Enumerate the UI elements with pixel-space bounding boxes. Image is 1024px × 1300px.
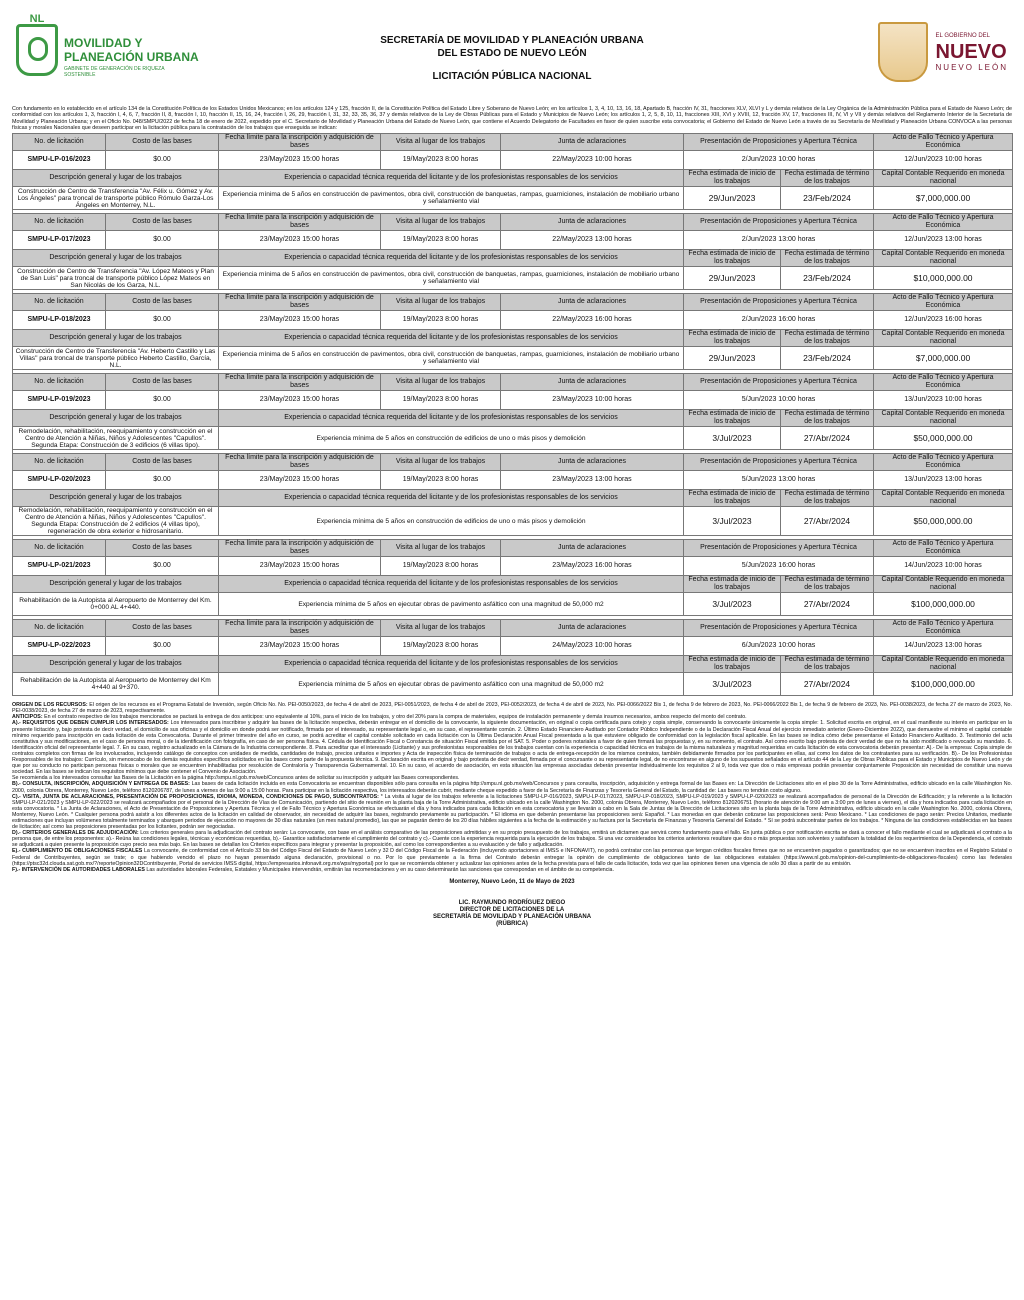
licitacion-number: SMPU-LP-019/2023: [13, 391, 106, 410]
visita: 19/May/2023 8:00 horas: [381, 637, 501, 656]
descripcion: Rehabilitación de la Autopista al Aeropuerto de Monterrey del Km 4+440 al 9+370.: [13, 673, 219, 696]
header-fecha-limite: Fecha límite para la inscripción y adquisición de bases: [219, 620, 381, 637]
header-presentacion: Presentación de Proposiciones y Apertura Técnica: [684, 214, 874, 231]
header-fallo: Acto de Fallo Técnico y Apertura Económica: [874, 374, 1013, 391]
header-junta: Junta de aclaraciones: [501, 540, 684, 557]
licitacion-number: SMPU-LP-016/2023: [13, 151, 106, 170]
fecha-termino: 23/Feb/2024: [781, 267, 874, 290]
licitaciones-table: [12, 133, 1013, 696]
logo-subtitle: GABINETE DE GENERACIÓN DE RIQUEZA SOSTENIBLE: [64, 66, 165, 78]
sign-role1: DIRECTOR DE LICITACIONES DE LA: [459, 906, 565, 913]
experiencia: Experiencia mínima de 5 años en construcción de pavimentos, obra civil, construcción de banquetas, rampas, guarniciones, instalación de mobiliario urbano y señalamiento vial: [219, 187, 684, 210]
header-termino: Fecha estimada de término de los trabajos: [781, 410, 874, 427]
header-fecha-limite: Fecha límite para la inscripción y adquisición de bases: [219, 134, 381, 151]
header-fallo: Acto de Fallo Técnico y Apertura Económica: [874, 454, 1013, 471]
conditions-text: [12, 702, 1012, 873]
costo-bases: $0.00: [106, 471, 219, 490]
table-row: [13, 187, 1013, 210]
header-visita: Visita al lugar de los trabajos: [381, 540, 501, 557]
gov-line2: NUEVO: [935, 41, 1007, 63]
licitacion-number: SMPU-LP-021/2023: [13, 557, 106, 576]
visita: 19/May/2023 8:00 horas: [381, 391, 501, 410]
presentacion: 5/Jun/2023 10:00 horas: [684, 391, 874, 410]
conditions-paragraph: [12, 848, 1012, 866]
header-fallo: Acto de Fallo Técnico y Apertura Económica: [874, 620, 1013, 637]
header-descripcion: Descripción general y lugar de los trabajos: [13, 576, 219, 593]
fallo: 12/Jun/2023 13:00 horas: [874, 231, 1013, 250]
table-row: [13, 673, 1013, 696]
visita: 19/May/2023 8:00 horas: [381, 311, 501, 330]
intro-paragraph: Con fundamento en lo establecido en el artículo 134 de la Constitución Política de los Estados Unidos Mexicanos; en los artículos 124 y 125, fracción II, de la Constitución Política del Estado Libre y Soberano de Nuevo León; en los artículos 1, 3, 4, 10, 13, 16, 18, Apartado B, fracción IV, 31, fracciones XLV, XLVI y L y demás relativos de la Ley Orgánica de la Administración Pública para el Estado de Nuevo León; de conformidad con los artículos 1, 3, fracción I, 4, 6, 7, fracción II, 8, fracción I, 10, fracción II, 15, 16, 24, fracción I, 26, 29, fracción I, 31, 32, 33, 35, 36, 37 y demás relativos de la Ley de Obras Públicas para el Estado y Municipios de Nuevo León; los artículos 1, 2, 5, 8, 10, 11, fracciones XIII, XVI y XVIII, 12, fracción XV, 17, fracciones III, IV, VI y VII y demás relativos del Reglamento Interior de la Secretaría de Movilidad y Planeación Urbana; y en el Oficio No. 048/SMPU/2022 de fecha 18 de enero de 2022, expedido por el C. Secretario de Movilidad y Planeación Urbana del Estado de Nuevo León, que contiene el Acuerdo Delegatorio de Facultades en favor de quien suscribe esta convocatoria; el Gobierno del Estado de Nuevo León a través de su Secretaría de Movilidad y Planeación Urbana CONVOCA a las personas físicas y morales Nacionales que deseen participar en la licitación pública para la contratación de los trabajos que enseguida se indican:: [12, 106, 1012, 131]
table-row: [13, 637, 1013, 656]
header-presentacion: Presentación de Proposiciones y Apertura Técnica: [684, 454, 874, 471]
fecha-termino: 27/Abr/2024: [781, 507, 874, 536]
junta-aclaraciones: 24/May/2023 10:00 horas: [501, 637, 684, 656]
header-experiencia: Experiencia o capacidad técnica requerida del licitante y de los profesionistas responsables de los servicios: [219, 576, 684, 593]
fecha-termino: 23/Feb/2024: [781, 347, 874, 370]
licitacion-number: SMPU-LP-022/2023: [13, 637, 106, 656]
header-visita: Visita al lugar de los trabajos: [381, 134, 501, 151]
signature-block: [12, 879, 1012, 928]
section-text: Los interesados para inscribirse y adquirir las bases de la licitación respectiva, deberán entregar en el domicilio de la convocante, la siguiente documentación, en original o copia certificada para cotejo y copia simple, conservando la convocante únicamente la copia simple: 1. Solicitud escrita en original, en el cual manifieste su interés en participar en la presente licitación y, bajo protesta de decir verdad, el domicilio de sus oficinas y el domicilio en donde podrá ser notificado, firmada por el interesado, su representante legal o, en su caso, el representante común. 2. Último Estado Financiero Auditado por Contador Público Independiente o de la Declaración Fiscal Anual del ejercicio inmediato anterior (Enero-Diciembre 2022), que demuestre el mínimo el capital contable mínimo requerido para inscripción en cada licitación de esta Convocatoria. Durante el primer trimestre del año en curso, se podrá acreditar el capital contable solicitado en cada licitación con la Última Declaración Anual Fiscal presentada a la que estuviere obligado de conformidad con la legislación fiscal aplicable. En las bases se indica cómo debe presentarse el Estado Financiero Auditado. 3. Testimonio del acta constitutiva y sus modificaciones, en el caso de persona moral, o de la identificación con fotografía, en caso de ser persona física. 4. Cédula de Identificación Fiscal o Constancia de situación Fiscal emitida por el SAT. 5. Poder o poderes notariales a favor de quien firmará las propuestas y, en su momento, el contrato. Así como escrito bajo protesta de decir verdad de que no ha sido modificado o revocado su mandato. 6. Identificación oficial del representante legal. 7. En su caso, registro actualizado en la Cámara de la Industria correspondiente. 8. Para acreditar que el interesado (Licitante) y sus profesionistas responsables de los trabajos cuentan con la experiencia o capacidad técnica en trabajos de la misma naturaleza y magnitud requeridas en cada licitación de esta convocatoria deberán presentar: A).- De la empresa: Copia simple de contratos completos con firmas de los involucrados, incluyendo catálogo de conceptos con unidades de medida, cantidades de trabajo, precios unitarios e importes y Acta de inspección física de terminación de trabajos o acta de entrega-recepción de los mismos contratos, también debidamente firmados por los participantes en ellas, así como los datos de los contratantes para su verificación. B).- De los Profesionistas Responsables de los trabajos: Currículo, sin menoscabo de los demás requisitos específicos solicitados en las bases como parte de la propuesta técnica. 9. Declaración escrita en original y bajo protesta de decir verdad, firmada por el concursante o su representante legal, de no encontrarse en alguno de los supuestos señalados en el artículo 44 de la Ley de Obras Públicas para el Estado y Municipios de Nuevo León y de que por su conducto no participan personas físicas o morales que se encuentren inhabilitadas por resolución de Contraloría y Transparencia Gubernamental. 10. En su caso, el acuerdo de asociación, en esta situación las empresas asociadas deberán presentar individualmente los requisitos 2 al 9, toda vez que dos o más empresas podrán presentar conjuntamente Proposición sin necesidad de constituir una nueva sociedad. En las bases se indican los requisitos mínimos que debe contener el Convenio de Asociación.: [12, 720, 1012, 776]
header-presentacion: Presentación de Proposiciones y Apertura Técnica: [684, 134, 874, 151]
costo-bases: $0.00: [106, 557, 219, 576]
visita: 19/May/2023 8:00 horas: [381, 557, 501, 576]
header-termino: Fecha estimada de término de los trabajos: [781, 656, 874, 673]
capital-contable: $10,000,000.00: [874, 267, 1013, 290]
gobierno-logo: [878, 22, 1008, 82]
header-fecha-limite: Fecha límite para la inscripción y adquisición de bases: [219, 374, 381, 391]
header-descripcion: Descripción general y lugar de los trabajos: [13, 410, 219, 427]
table-row: [13, 471, 1013, 490]
header-costo: Costo de las bases: [106, 540, 219, 557]
junta-aclaraciones: 23/May/2023 10:00 horas: [501, 391, 684, 410]
table-row: [13, 593, 1013, 616]
fecha-inicio: 3/Jul/2023: [684, 507, 781, 536]
descripcion: Remodelación, rehabilitación, reequipamiento y construcción en el Centro de Atención a Niñas, Niños y Adolescentes "Capullos". Segunda Etapa: Construcción de 3 edificios (6 villas tipo).: [13, 427, 219, 450]
capital-contable: $7,000,000.00: [874, 347, 1013, 370]
table-row: [13, 620, 1013, 637]
header-descripcion: Descripción general y lugar de los trabajos: [13, 656, 219, 673]
fecha-termino: 27/Abr/2024: [781, 593, 874, 616]
section-text: Las autoridades laborales Federales, Estatales y Municipales intervendrán, emitirán las recomendaciones y en su caso determinarán las sanciones que correspondan en el ámbito de su competencia.: [146, 866, 614, 873]
header-descripcion: Descripción general y lugar de los trabajos: [13, 490, 219, 507]
section-heading: ORIGEN DE LOS RECURSOS:: [12, 702, 88, 709]
header-presentacion: Presentación de Proposiciones y Apertura Técnica: [684, 540, 874, 557]
table-row: [13, 151, 1013, 170]
header-descripcion: Descripción general y lugar de los trabajos: [13, 250, 219, 267]
section-heading: B).- CONSULTA, INSCRIPCIÓN, ADQUISICIÓN Y ENTREGA DE BASES:: [12, 781, 190, 788]
fecha-termino: 27/Abr/2024: [781, 427, 874, 450]
junta-aclaraciones: 23/May/2023 16:00 horas: [501, 557, 684, 576]
fallo: 12/Jun/2023 10:00 horas: [874, 151, 1013, 170]
table-row: [13, 410, 1013, 427]
header-descripcion: Descripción general y lugar de los trabajos: [13, 330, 219, 347]
presentacion: 6/Jun/2023 10:00 horas: [684, 637, 874, 656]
fecha-termino: 27/Abr/2024: [781, 673, 874, 696]
experiencia: Experiencia mínima de 5 años en ejecutar obras de pavimento asfáltico con una magnitud de 50,000 m2: [219, 593, 684, 616]
header-capital: Capital Contable Requerido en moneda nacional: [874, 576, 1013, 593]
header-experiencia: Experiencia o capacidad técnica requerida del licitante y de los profesionistas responsables de los servicios: [219, 656, 684, 673]
header-capital: Capital Contable Requerido en moneda nacional: [874, 410, 1013, 427]
header-fecha-limite: Fecha límite para la inscripción y adquisición de bases: [219, 454, 381, 471]
fecha-limite: 23/May/2023 15:00 horas: [219, 231, 381, 250]
table-row: [13, 507, 1013, 536]
fecha-inicio: 3/Jul/2023: [684, 427, 781, 450]
experiencia: Experiencia mínima de 5 años en construcción de edificios de uno o más pisos y demolición: [219, 507, 684, 536]
presentacion: 5/Jun/2023 16:00 horas: [684, 557, 874, 576]
header-experiencia: Experiencia o capacidad técnica requerida del licitante y de los profesionistas responsables de los servicios: [219, 250, 684, 267]
conditions-paragraph: [12, 830, 1012, 848]
table-row: [13, 347, 1013, 370]
descripcion: Construcción de Centro de Transferencia "Av. Félix u. Gómez y Av. Los Ángeles" para troncal de transporte público Rómulo Garza-Los Ángeles en Monterrey, N.L.: [13, 187, 219, 210]
header-junta: Junta de aclaraciones: [501, 214, 684, 231]
fecha-limite: 23/May/2023 15:00 horas: [219, 391, 381, 410]
fallo: 13/Jun/2023 10:00 horas: [874, 391, 1013, 410]
fallo: 13/Jun/2023 13:00 horas: [874, 471, 1013, 490]
visita: 19/May/2023 8:00 horas: [381, 151, 501, 170]
header-fecha-limite: Fecha límite para la inscripción y adquisición de bases: [219, 540, 381, 557]
header-fecha-limite: Fecha límite para la inscripción y adquisición de bases: [219, 214, 381, 231]
junta-aclaraciones: 22/May/2023 13:00 horas: [501, 231, 684, 250]
header-experiencia: Experiencia o capacidad técnica requerida del licitante y de los profesionistas responsables de los servicios: [219, 170, 684, 187]
section-heading: D).- CRITERIOS GENERALES DE ADJUDICACIÓN:: [12, 830, 139, 837]
header-inicio: Fecha estimada de inicio de los trabajos: [684, 410, 781, 427]
section-heading: A).- REQUISITOS QUE DEBEN CUMPLIR LOS INTERESADOS:: [12, 720, 169, 727]
header-capital: Capital Contable Requerido en moneda nacional: [874, 656, 1013, 673]
header-visita: Visita al lugar de los trabajos: [381, 374, 501, 391]
descripcion: Construcción de Centro de Transferencia "Av. Heberto Castillo y Las Villas" para troncal de transporte público Heberto Castillo, García, N.L.: [13, 347, 219, 370]
section-heading: F).- INTERVENCIÓN DE AUTORIDADES LABORALES: [12, 866, 145, 873]
junta-aclaraciones: 23/May/2023 13:00 horas: [501, 471, 684, 490]
header: [12, 18, 1012, 100]
gov-line1: EL GOBIERNO DEL: [935, 33, 990, 39]
header-visita: Visita al lugar de los trabajos: [381, 620, 501, 637]
header-no: No. de licitación: [13, 294, 106, 311]
fecha-limite: 23/May/2023 15:00 horas: [219, 637, 381, 656]
header-costo: Costo de las bases: [106, 134, 219, 151]
descripcion: Rehabilitación de la Autopista al Aeropuerto de Monterrey del Km. 0+000 AL 4+440.: [13, 593, 219, 616]
table-row: [13, 170, 1013, 187]
header-inicio: Fecha estimada de inicio de los trabajos: [684, 576, 781, 593]
table-row: [13, 294, 1013, 311]
capital-contable: $7,000,000.00: [874, 187, 1013, 210]
table-row: [13, 427, 1013, 450]
visita: 19/May/2023 8:00 horas: [381, 471, 501, 490]
fecha-inicio: 29/Jun/2023: [684, 347, 781, 370]
sign-date: Monterrey, Nuevo León, 11 de Mayo de 2023: [449, 878, 575, 885]
costo-bases: $0.00: [106, 151, 219, 170]
header-fallo: Acto de Fallo Técnico y Apertura Económica: [874, 540, 1013, 557]
section-heading: E).- CUMPLIMIENTO DE OBLIGACIONES FISCALES: [12, 848, 143, 855]
header-costo: Costo de las bases: [106, 214, 219, 231]
header-no: No. de licitación: [13, 540, 106, 557]
table-row: [13, 250, 1013, 267]
header-costo: Costo de las bases: [106, 294, 219, 311]
header-no: No. de licitación: [13, 134, 106, 151]
section-text: La convocante, de conformidad con el Artículo 33 bis del Código Fiscal del Estado de Nuevo León y 32 D del Código Fiscal de la Federación (incluyendo aportaciones al IMSS e INFONAVIT), no podrá contratar con las personas que tengan créditos fiscales firmes que no se encuentren pagados o garantizados; que no se encuentren inscritos en el Registro Estatal o Federal de Contribuyentes, según se trate; o que habiendo vencido el plazo no hayan presentado alguna declaración, provisional o no. Por lo que previamente a la firma del Contrato deberán entregar la opinión de cumplimiento de obligaciones tanto de las obligaciones estatales (https://www.nl.gob.mx/opinion-del-cumplimiento-de-obligaciones-fiscales) como las federales (https://ptsc32d.clouda.sat.gob.mx/?/reporteOpinion32DContribuyente, Portal de servicios IMSS digital, https://empresarios.infonavit.org.mx/wps/myportal) por lo que se recomienda obtener y actualizar las opiniones antes de la fecha prevista para el fallo de cada licitación, toda vez que las opiniones tienen una vigencia de sólo 30 días a partir de su emisión.: [12, 848, 1012, 867]
fecha-limite: 23/May/2023 15:00 horas: [219, 557, 381, 576]
presentacion: 2/Jun/2023 13:00 horas: [684, 231, 874, 250]
capital-contable: $100,000,000.00: [874, 673, 1013, 696]
title-licitacion: LICITACIÓN PÚBLICA NACIONAL: [432, 71, 592, 82]
coat-of-arms-icon: [878, 22, 928, 82]
fecha-inicio: 3/Jul/2023: [684, 593, 781, 616]
table-row: [13, 134, 1013, 151]
gov-line3: NUEVO LEÓN: [935, 63, 1008, 72]
table-row: [13, 214, 1013, 231]
header-visita: Visita al lugar de los trabajos: [381, 214, 501, 231]
junta-aclaraciones: 22/May/2023 16:00 horas: [501, 311, 684, 330]
costo-bases: $0.00: [106, 311, 219, 330]
capital-contable: $100,000,000.00: [874, 593, 1013, 616]
header-inicio: Fecha estimada de inicio de los trabajos: [684, 170, 781, 187]
title-estado: DEL ESTADO DE NUEVO LEÓN: [437, 48, 587, 59]
header-no: No. de licitación: [13, 374, 106, 391]
header-termino: Fecha estimada de término de los trabajos: [781, 490, 874, 507]
junta-aclaraciones: 22/May/2023 10:00 horas: [501, 151, 684, 170]
licitacion-number: SMPU-LP-017/2023: [13, 231, 106, 250]
presentacion: 2/Jun/2023 10:00 horas: [684, 151, 874, 170]
fecha-inicio: 29/Jun/2023: [684, 267, 781, 290]
table-row: [13, 391, 1013, 410]
fecha-limite: 23/May/2023 15:00 horas: [219, 471, 381, 490]
fecha-limite: 23/May/2023 15:00 horas: [219, 311, 381, 330]
table-row: [13, 490, 1013, 507]
fallo: 12/Jun/2023 16:00 horas: [874, 311, 1013, 330]
fecha-inicio: 29/Jun/2023: [684, 187, 781, 210]
header-fallo: Acto de Fallo Técnico y Apertura Económica: [874, 134, 1013, 151]
table-row: [13, 557, 1013, 576]
experiencia: Experiencia mínima de 5 años en construcción de edificios de uno o más pisos y demolición: [219, 427, 684, 450]
descripcion: Remodelación, rehabilitación, reequipamiento y construcción en el Centro de Atención a Niñas, Niños y Adolescentes "Capullos". Segunda Etapa: Construcción de 2 edificios (4 villas tipo), regeneración de obra exterior e hidrosanitario.: [13, 507, 219, 536]
section-heading: C).- VISITA, JUNTA DE ACLARACIONES, PRESENTACIÓN DE PROPOSICIONES, IDIOMA, MONEDA, CONDICIONES DE PAGO, SUBCONTRATOS:: [12, 793, 379, 800]
header-inicio: Fecha estimada de inicio de los trabajos: [684, 250, 781, 267]
conditions-paragraph: [12, 794, 1012, 831]
experiencia: Experiencia mínima de 5 años en construcción de pavimentos, obra civil, construcción de banquetas, rampas, guarniciones, instalación de mobiliario urbano y señalamiento vial: [219, 267, 684, 290]
section-text: Los criterios generales para la adjudicación del contrato serán: La convocante, con base en el análisis comparativo de las proposiciones admitidas y en su propio presupuesto de los trabajos, emitirá un dictamen que servirá como fundamento para el fallo. En junta pública o por notificación escrita se dará a conocer el fallo mediante el cual se adjudicará el contrato a la persona que, de entre los proponentes: a).- Reúna las condiciones legales, técnicas y económicas requeridas, b).- Garantice satisfactoriamente el cumplimiento del contrato y c).- Cuente con la experiencia requerida para la ejecución de los trabajos. Si una vez considerados los criterios anteriores resultare que dos o más propuestas son solventes y satisfacen la totalidad de los requerimientos de la Dependencia, el contrato se adjudicará a quien presente la proposición cuyo precio sea más bajo. En las bases se detallan los Criterios específicos para integrar y presentar la proposición, así como los correspondientes a su evaluación y de fallo y adjudicación.: [12, 830, 1012, 849]
table-row: [13, 576, 1013, 593]
sign-role2: SECRETARÍA DE MOVILIDAD Y PLANEACIÓN URBANA: [432, 913, 592, 920]
header-junta: Junta de aclaraciones: [501, 294, 684, 311]
descripcion: Construcción de Centro de Transferencia "Av. López Mateos y Plan de San Luis" para troncal de transporte público López Mateos en San Nicolás de los Garza, N.L.: [13, 267, 219, 290]
conditions-paragraph: [12, 867, 1012, 873]
conditions-paragraph: [12, 720, 1012, 775]
header-no: No. de licitación: [13, 620, 106, 637]
sign-role3: (RÚBRICA): [496, 920, 528, 927]
visita: 19/May/2023 8:00 horas: [381, 231, 501, 250]
header-no: No. de licitación: [13, 454, 106, 471]
capital-contable: $50,000,000.00: [874, 427, 1013, 450]
costo-bases: $0.00: [106, 637, 219, 656]
section-text: * La visita al lugar de los trabajos referente a la licitaciones SMPU-LP-016/2023, SMPU-LP-017/2023, SMPU-LP-018/2023, SMPU-LP-019/2023 y SMPU-LP-020/2023 se realizará acompañados de personal de la Dirección de Edificación; y la referente a la licitación SMPU-LP-021/2023 y SMPU-LP-022/2023 se realizará acompañados por el personal de la Dirección de Vías de Comunicación, partiendo del sitio de reunión en la planta baja de la Torre Administrativa, edificio ubicado en la calle Washington No. 2000, colonia Obrera, Monterrey, Nuevo León, teléfono 8120206751 (horario de atención de 9:00 am a 3:00 pm de lunes a viernes), el día y hora indicados para cada licitación en esta convocatoria. * La Junta de Aclaraciones, el Acto de Presentación de Proposiciones y Apertura Técnica y el de Fallo Técnico y Apertura Económica se efectuarán el día y hora indicados para cada licitación en esta convocatoria y se llevarán a cabo en la Sala de Juntas de la Dirección de Licitaciones sito en la planta baja de la Torre Administrativa, edificio ubicado en la calle Washington No. 2000, colonia Obrera, Monterrey, Nuevo León. * Cualquier persona podrá asistir a los diferentes actos de la licitación en calidad de observador, sin necesidad de adquirir las bases, registrando previamente su participación. * El idioma en que deberán presentarse las proposiciones será: Español. * Las monedas en que deberán cotizarse las proposiciones será: Peso Mexicano. * Las condiciones de pago serán: Precios Unitarios, mediante estimaciones que incluyan volúmenes totalmente terminados y abarquen periodos de ejecución no mayores de 30 días naturales (un mes natural promedio), las que se pagarán dentro de los 20 días hábiles siguientes a la fecha de la estimación y su factura por la Secretaría de Finanzas y Tesorería General del Estado. * Sí se podrá subcontratar partes de los trabajos. * Ninguna de las condiciones establecidas en las bases de licitación; así como las proposiciones presentadas por los licitantes, podrán ser negociadas.: [12, 793, 1012, 831]
header-inicio: Fecha estimada de inicio de los trabajos: [684, 656, 781, 673]
header-inicio: Fecha estimada de inicio de los trabajos: [684, 490, 781, 507]
document-page: [12, 0, 1012, 928]
header-presentacion: Presentación de Proposiciones y Apertura Técnica: [684, 374, 874, 391]
fecha-termino: 23/Feb/2024: [781, 187, 874, 210]
table-row: [13, 454, 1013, 471]
table-row: [13, 374, 1013, 391]
header-termino: Fecha estimada de término de los trabajos: [781, 170, 874, 187]
header-inicio: Fecha estimada de inicio de los trabajos: [684, 330, 781, 347]
header-junta: Junta de aclaraciones: [501, 374, 684, 391]
table-row: [13, 656, 1013, 673]
header-termino: Fecha estimada de término de los trabajos: [781, 330, 874, 347]
section-text: El origen de los recursos es el Programa Estatal de Inversión, según Oficio No. No. PEI-0050/2023, de fecha 4 de abril de 2023, PEI-0051/2023, de fecha 4 de abril de 2023, PEI-0052/2023, de fecha 4 de abril de 2023, No. PEI-0066/2022 Bis 1, de fecha 9 de febrero de 2023, No. PEI-0066/2022 Bis 1, de fecha 9 de febrero de 2023, No. PEI-0038/2023, de fecha 27 de marzo de 2023, No. PEI-0038/2023, de fecha 27 de marzo de 2023, respectivamente.: [12, 702, 1012, 715]
table-row: [13, 231, 1013, 250]
header-fallo: Acto de Fallo Técnico y Apertura Económica: [874, 214, 1013, 231]
header-descripcion: Descripción general y lugar de los trabajos: [13, 170, 219, 187]
fecha-inicio: 3/Jul/2023: [684, 673, 781, 696]
header-capital: Capital Contable Requerido en moneda nacional: [874, 250, 1013, 267]
header-experiencia: Experiencia o capacidad técnica requerida del licitante y de los profesionistas responsables de los servicios: [219, 490, 684, 507]
fallo: 14/Jun/2023 13:00 horas: [874, 637, 1013, 656]
header-costo: Costo de las bases: [106, 454, 219, 471]
experiencia: Experiencia mínima de 5 años en ejecutar obras de pavimento asfáltico con una magnitud de 50,000 m2: [219, 673, 684, 696]
section-heading: ANTICIPOS:: [12, 714, 43, 721]
costo-bases: $0.00: [106, 231, 219, 250]
title-secretaria: SECRETARÍA DE MOVILIDAD Y PLANEACIÓN URBANA: [380, 35, 644, 46]
header-costo: Costo de las bases: [106, 620, 219, 637]
header-costo: Costo de las bases: [106, 374, 219, 391]
header-presentacion: Presentación de Proposiciones y Apertura Técnica: [684, 620, 874, 637]
header-junta: Junta de aclaraciones: [501, 134, 684, 151]
header-termino: Fecha estimada de término de los trabajos: [781, 576, 874, 593]
header-visita: Visita al lugar de los trabajos: [381, 294, 501, 311]
sign-name: LIC. RAYMUNDO RODRÍGUEZ DIEGO: [458, 899, 566, 906]
header-termino: Fecha estimada de término de los trabajos: [781, 250, 874, 267]
conditions-paragraph: [12, 781, 1012, 793]
table-row: [13, 330, 1013, 347]
header-experiencia: Experiencia o capacidad técnica requerida del licitante y de los profesionistas responsables de los servicios: [219, 330, 684, 347]
header-presentacion: Presentación de Proposiciones y Apertura Técnica: [684, 294, 874, 311]
table-row: [13, 540, 1013, 557]
licitacion-number: SMPU-LP-018/2023: [13, 311, 106, 330]
header-junta: Junta de aclaraciones: [501, 454, 684, 471]
header-capital: Capital Contable Requerido en moneda nacional: [874, 330, 1013, 347]
fallo: 14/Jun/2023 10:00 horas: [874, 557, 1013, 576]
costo-bases: $0.00: [106, 391, 219, 410]
header-fecha-limite: Fecha límite para la inscripción y adquisición de bases: [219, 294, 381, 311]
header-capital: Capital Contable Requerido en moneda nacional: [874, 170, 1013, 187]
section-text: Las bases de cada licitación incluida en esta Convocatoria se encuentran disponibles sólo para consulta en la página http://smpu.nl.gob.mx/web/Concursos y para consulta, inscripción, adquisición y entrega formal de las Bases en: La Dirección de Licitaciones sito en el piso 30 de la Torre Administrativa, edificio ubicado en la calle Washington No. 2000, colonia Obrera, Monterrey, Nuevo León, teléfono 8120206787, de lunes a viernes de las 9:00 a 15:00 horas. Para participar en la licitación respectiva, los interesados deberán cubrir, mediante cheque expedido a favor de la Secretaría de Finanzas y Tesorería General del Estado, la cantidad de: Las bases no tendrán costo alguno.: [12, 781, 1012, 794]
logo-line1: MOVILIDAD Y: [64, 36, 143, 50]
presentacion: 2/Jun/2023 16:00 horas: [684, 311, 874, 330]
table-row: [13, 311, 1013, 330]
capital-contable: $50,000,000.00: [874, 507, 1013, 536]
header-visita: Visita al lugar de los trabajos: [381, 454, 501, 471]
section-text: En el contrato respectivo de los trabajos mencionados se pactará la entrega de dos anticipos: uno equivalente al 10%, para el inicio de los trabajos, y otro del 20% para la compra de materiales, equipos de instalación permanente y demás insumos necesarios, ambos respecto del monto del contrato.: [44, 714, 747, 721]
header-junta: Junta de aclaraciones: [501, 620, 684, 637]
presentacion: 5/Jun/2023 13:00 horas: [684, 471, 874, 490]
conditions-paragraph: [12, 702, 1012, 714]
experiencia: Experiencia mínima de 5 años en construcción de pavimentos, obra civil, construcción de banquetas, rampas, guarniciones, instalación de mobiliario urbano y señalamiento vial: [219, 347, 684, 370]
header-no: No. de licitación: [13, 214, 106, 231]
section-text: Se recomienda a los interesados consultar las Bases de la Licitación en la página http://smpu.nl.gob.mx/web/Concursos antes de solicitar su inscripción y adquirir las Bases correspondientes.: [12, 775, 460, 782]
header-fallo: Acto de Fallo Técnico y Apertura Económica: [874, 294, 1013, 311]
header-capital: Capital Contable Requerido en moneda nacional: [874, 490, 1013, 507]
header-experiencia: Experiencia o capacidad técnica requerida del licitante y de los profesionistas responsables de los servicios: [219, 410, 684, 427]
table-row: [13, 267, 1013, 290]
logo-line2: PLANEACIÓN URBANA: [64, 50, 199, 64]
licitacion-number: SMPU-LP-020/2023: [13, 471, 106, 490]
fecha-limite: 23/May/2023 15:00 horas: [219, 151, 381, 170]
title-block: [12, 34, 1012, 83]
